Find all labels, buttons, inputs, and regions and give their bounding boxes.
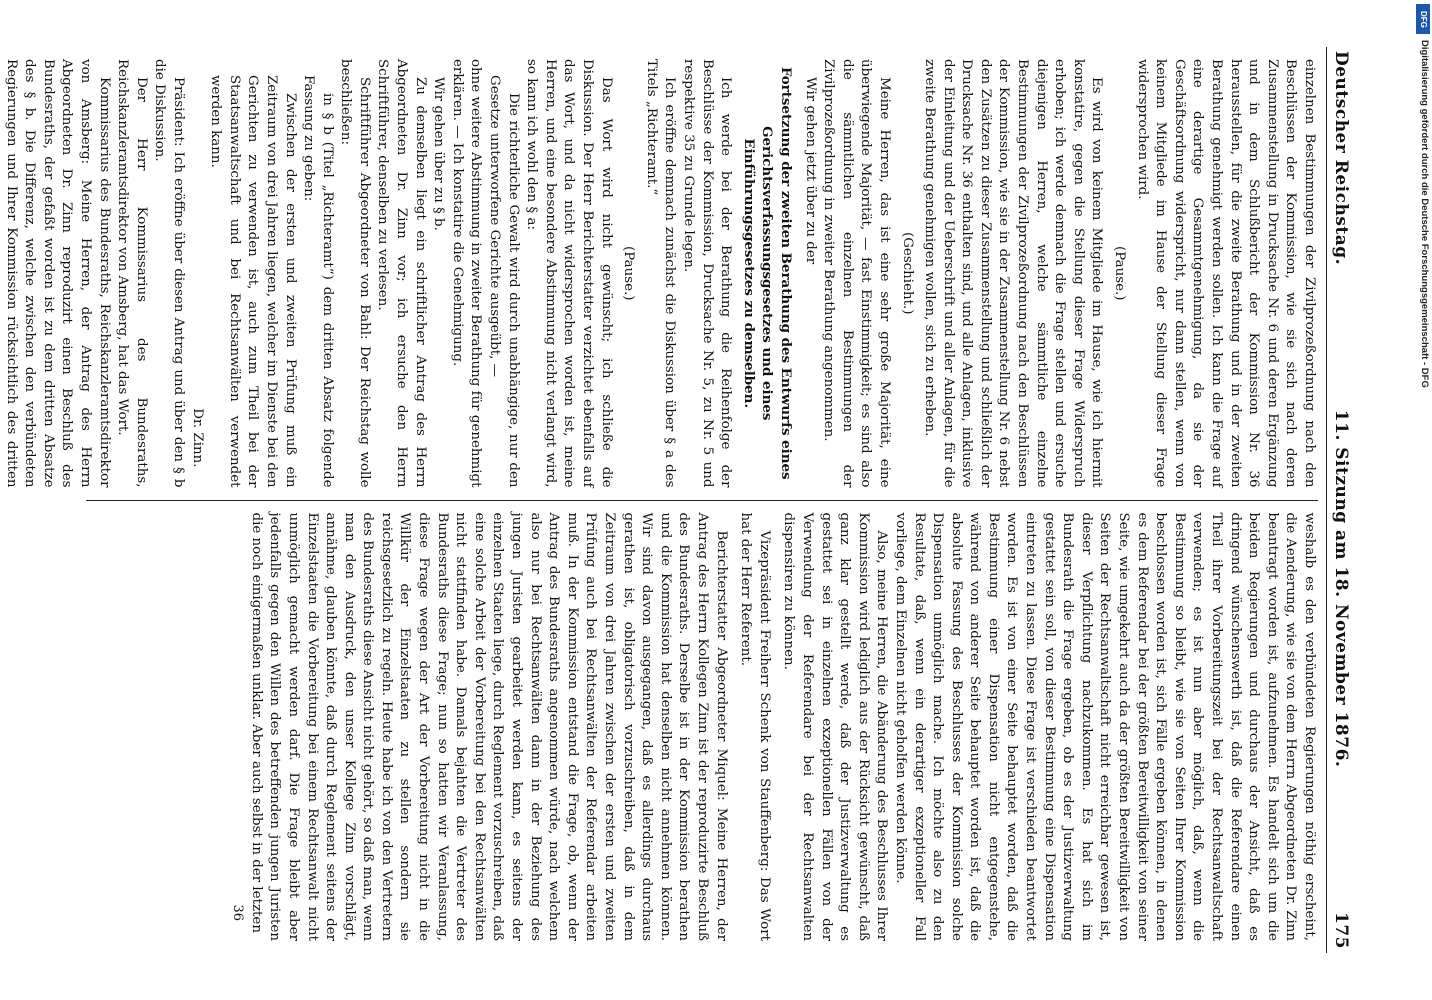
column-right [86,501,1318,954]
paragraph: Es wird von keinem Mitgliede im Hause, wie ich hiermit konstatire, gegen die Stellung dieser Frage Widerspruch erhoben; ich werde demnach die Frage stellen und ersuche diejenigen Herren, welche sämmtliche einzelne Bestimmungen der Zivilprozeßordnung nach den Beschlüssen der Kommission, wie sie in der Zusammenstellung Nr. 6 nebst den Zusätzen zu dieser Zusammenstellung und schließlich der Drucksache Nr. 36 enthalten sind, und alle Anlagen, inklusive der Einleitung und der Ueberschrift und aller Anlagen, für die zweite Berathung genehmigen wollen, sich zu erheben. [922,59,1105,488]
paragraph: Kommissarius des Bundesraths, Reichskanzleramtsdirektor von Amsberg: Meine Herren, der Antrag des Herrn Abgeordneten Dr. Zinn reproduzirt einen Beschluß des Bundesraths, der gefaßt worden ist zu dem dritten Absatze des § b. Die Differenz, welche zwischen den verbündeten Regierungen und Ihrer Kommission rücksichtlich des dritten [3,59,112,488]
dfg-logo: DFG [1416,4,1430,34]
paragraph: einzelnen Bestimmungen der Zivilprozeßordnung nach den Beschlüssen der Kommission, wie sie sich nach deren Zusammenstellung in Drucksache Nr. 6 und deren Ergänzung und in dem Schlußbericht der Kommission Nr. 36 herausstellen, für die zweite Berathung und in der zweiten Berathung genehmigt werden sollen. Ich kann die Frage auf eine derartige Gesammtgenehmigung, da sie der Geschäftsordnung widerspricht, nur dann stellen, wenn von keinem Mitgliede im Hause der Stellung dieser Frage widersprochen wird. [1134,59,1317,488]
paragraph: ohne weitere Abstimmung in zweiter Berathung für genehmigt erklären. — Ich konstatire die Genehmigung. [449,59,484,488]
digitization-credit: Digitalisierung gefördert durch die Deutsche Forschungsgemeinschaft - DFG [1419,40,1430,388]
paragraph: Berichterstatter Abgeordneter Miquel: Meine Herren, der Antrag des Herrn Kollegen Zinn ist der reproduzirte Beschluß des Bundesraths. Derselbe ist in der Kommission berathen und die Kommission hat denselben nicht annehmen können. Wir sind davon ausgegangen, daß es allerdings durchaus gerathen ist, obligatorisch vorzuschreiben, daß in dem Zeitraum von drei Jahren zwischen der ersten und zweiten Prüfung auch bei Rechtsanwälten der Referendar arbeiten muß. In der Kommission entstand die Frage, ob, wenn der Antrag des Bundesraths angenommen würde, nach welchem also nur bei Rechtsanwälten dann in der Beziehung des jungen Juristen gearbeitet werden kann, es seitens der einzelnen Staaten liege, durch Reglement vorzuschreiben, daß eine solche Arbeit der Vorbereitung bei den Rechtsanwälten nicht stattfinden habe. Damals bejahten die Vertreter des Bundesraths diese Frage; nun so hatten wir Veranlassung, diese Frage wegen der Art der Vorbereitung nicht in die Willkür der Einzelstaaten zu stellen sondern sie reichsgesetzlich zu regeln. Heute habe ich von den Vertretern des Bundesraths diese Ansicht nicht gehört, so daß man, wenn man den Ausdruck, den unser Kollege Zinn vorschlägt, annähme, glauben könnte, daß durch Reglement seitens der Einzelstaaten die Vorbereitung bei einem Rechtsanwalt nicht unmöglich gemacht werden darf. Die Frage bleibt aber jedenfalls gegen den Willen des betreffenden jungen Juristen die noch einigermaßen unklar. Aber auch selbst in der letzten [248,512,729,941]
quoted-paragraph: Zwischen der ersten und zweiten Prüfung muß ein Zeitraum von drei Jahren liegen, welcher im Dienste bei den Gerichten zu verwenden ist, auch zum Theil bei der Staatsanwaltschaft und bei Rechtsanwälten verwendet werden kann. [208,75,298,488]
paragraph: Schriftführer Abgeordneter von Bahl: Der Reichstag wolle beschließen: [338,59,372,488]
signature-mark: 36 [230,904,246,921]
signature: Dr. Zinn. [189,408,205,468]
quoted-paragraph: in § b (Titel „Richteramt“) dem dritten Absatz folgende Fassung zu geben: [301,75,335,488]
page-number: 175 [1331,912,1351,949]
paragraph: weshalb es den verbündeten Regierungen nöthig erscheint, die Aenderung, wie sie von dem Herrn Abgeordneten Dr. Zinn beantragt worden ist, aufzunehmen. Es handelt sich um die beiden Regierungen und durchaus der Ansicht, daß es dringend wünschenswerth ist, daß die Referendare einen Theil ihrer Vorbereitungszeit bei der Rechtsanwaltschaft verwenden; es ist nun aber möglich, daß, wenn die Bestimmung so bleibt, wie sie von Seiten Ihrer Kommission beschlossen worden ist, sich Fälle ergeben können, in denen es dem Referendar bei der größten Bereitwilligkeit von seiner Seite, wie umgekehrt auch da der größten Bereitwilligkeit von Seiten der Rechtsanwaltschaft nicht erreichbar gewesen ist, dieser Verpflichtung nachzukommen. Es hat sich im Bundesrath die Frage ergeben, ob es der Justizverwaltung gestattet sein soll, von dieser Bestimmung eine Dispensation eintreten zu lassen. Diese Frage ist verschieden beantwortet worden. Es ist von einer Seite behauptet worden, daß die Bestimmung einer Dispensation nicht entgegenstehe, während von anderer Seite behauptet worden ist, daß die absolute Fassung des Beschlusses der Kommission solche Dispensation unmöglich mache. Ich möchte also zu den Resultate, daß, wenn ein derartiger exzeptioneller Fall vorliege, dem Einzelnen nicht geholfen werden könne. [892,512,1317,941]
column-left [3,47,1318,500]
stage-note: (Pause.) [621,245,637,301]
text-columns [3,47,1318,953]
paragraph: Also, meine Herren, die Abänderung des Beschlusses Ihrer Kommission wird lediglich aus der Rücksicht gewünscht, daß ganz klar gestellt werde, daß der Justizverwaltung es gestattet sei in einzelnen exzeptionellen Fällen von der Verwendung der Referendare bei der Rechtsanwalten dispensiren zu können. [781,512,890,941]
paragraph: Wir gehen über zu § b. [431,77,447,231]
paragraph: Präsident: Ich eröffne über diesen Antrag und über den § b die Diskussion. [152,59,186,488]
paragraph: Meine Herren, das ist eine sehr große Majorität, eine überwiegende Majorität, — fast Einstimmigkeit; es sind also die sämmtlichen einzelnen Bestimmungen der Zivilprozeßordnung in zweiter Berathung angenommen. [821,59,892,488]
paragraph: Wir gehen jetzt über zu der [802,77,818,265]
quoted-paragraph: Die richterliche Gewalt wird durch unabhängige, nur den Gesetze unterworfene Gerichte ausgeübt, — [487,75,521,488]
paragraph: Ich werde bei der Berathung die Reihenfolge der Beschlüsse der Kommission, Drucksache Nr. 5, zu Nr. 5 und respektive 35 zu Grunde legen. [681,59,734,488]
scanned-page [3,25,1361,975]
paragraph: Ich eröffne demnach zunächst die Diskussion über § a des Titels „Richteramt.“ [643,59,678,488]
stage-note: (Pause.) [1112,245,1128,301]
running-title: Deutscher Reichstag. [1331,51,1351,266]
stage-note: (Geschieht.) [899,231,915,315]
paragraph: Das Wort wird nicht gewünscht; ich schließe die Diskussion. Der Herr Berichterstatter verzichtet ebenfalls auf das Wort, und da nicht widersprochen worden ist, meine Herren, und eine besondere Abstimmung nicht verlangt wird, so kann ich wohl den § a: [524,59,614,488]
paragraph: Zu demselben liegt ein schriftlicher Antrag des Herrn Abgeordneten Dr. Zinn vor; ich ersuche den Herrn Schriftführer, denselben zu verlesen. [375,59,428,488]
page-header [1326,47,1351,953]
section-heading: Fortsetzung der zweiten Berathung des Entwurfs eines Gerichtsverfassungsgesetzes und eines Einführungsgesetzes zu demselben. [740,66,794,480]
paragraph: Vizepräsident Freiherr Schenk von Stauffenberg: Das Wort hat der Herr Referent. [738,512,772,941]
session-title: 11. Sitzung am 18. November 1876. [1331,409,1351,768]
paragraph: Der Herr Kommissarius des Bundesraths, Reichskanzleramtsdirektor von Amsberg, hat das Wort. [115,59,149,488]
